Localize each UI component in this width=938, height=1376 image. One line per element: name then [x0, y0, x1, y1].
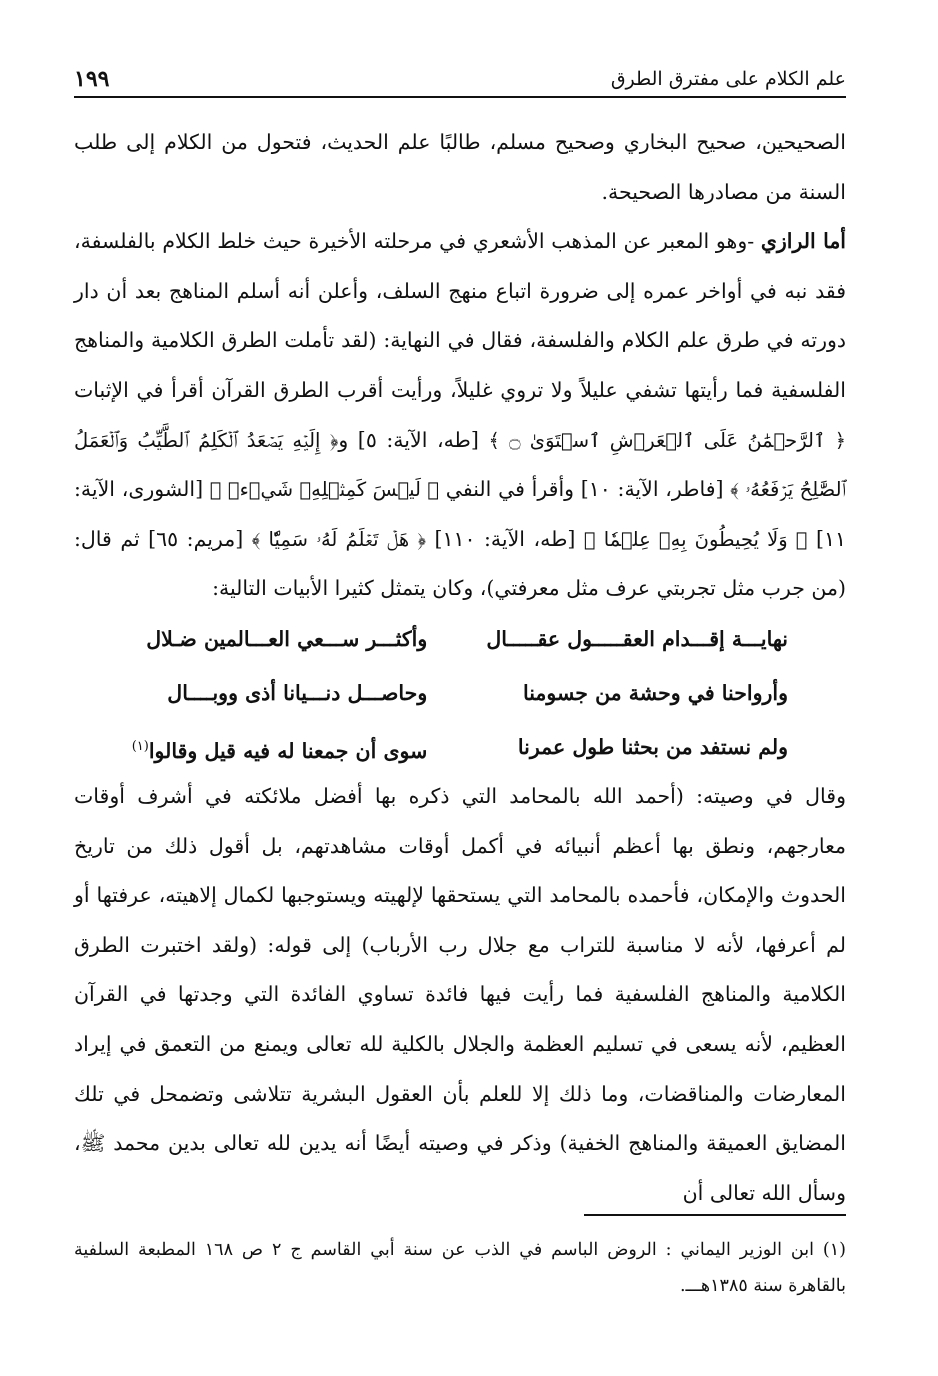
- razi-name: أما الرازي: [760, 229, 847, 254]
- footnote-marker[interactable]: (١): [131, 739, 149, 754]
- poem-line-1-first: نهايـــة إقـــدام العقـــــول عقـــــال: [486, 627, 788, 651]
- paragraph-2-text-a: -وهو المعبر عن المذهب الأشعري في مرحلته الأخيرة حيث خلط الكلام بالفلسفة، فقد نبه في أواخر عمره إلى ضرورة اتباع منهج السلف، وأعلن أنه أسلم المناهج بعد أن دار دورته في طرق علم الكلام والفلسفة، فقال في النهاية: (لقد تأملت الطرق الكلامية والمناهج الفلسفية فما رأيتها تشفي عليلاً ولا تروي غليلاً، ورأيت أقرب الطرق القرآن أقرأ في الإثبات: [74, 229, 846, 402]
- poem-line-2-second: وحاصـــل دنـــيانا أذى ووبــــال: [167, 681, 428, 705]
- poem-line-3-second-wrap: [120, 720, 427, 774]
- poem: [120, 612, 788, 774]
- poem-line-3-first: ولم نستفد من بحثنا طول عمرنا: [517, 735, 788, 759]
- poem-line-2: [120, 666, 788, 720]
- paragraph-2-text-b: [طه، الآية: ٥] و: [338, 427, 489, 452]
- paragraph-2: [74, 217, 846, 614]
- paragraph-1: الصحيحين، صحيح البخاري وصحيح مسلم، طالبًا علم الحديث، فتحول من الكلام إلى طلب السنة من مصادرها الصحيحة.: [74, 130, 846, 204]
- quran-verse-4: ﴿ وَلَا يُحِيطُونَ بِهِۦ عِلۡمٗا ﴾: [583, 527, 808, 551]
- quran-verse-1: ﴿ ٱلرَّحۡمَٰنُ عَلَى ٱلۡعَرۡشِ ٱسۡتَوَىٰ ۝ ﴾: [488, 428, 846, 452]
- page-number: ١٩٩: [74, 66, 110, 92]
- paragraph-2-text-d: [الشورى، الآية: ١١]: [74, 477, 847, 551]
- poem-line-2-first: وأرواحنا في وحشة من جسومنا: [522, 681, 788, 705]
- paragraph-2-text-c: [فاطر، الآية: ١٠] وأقرأ في النفي: [439, 477, 731, 502]
- running-header: [74, 56, 846, 98]
- poem-line-3-second: سوى أن جمعنا له فيه قيل وقالوا: [148, 738, 428, 763]
- poem-line-3: [120, 720, 788, 774]
- poem-line-1-second: وأكثـــر ســـعي العـــالمين ضـلال: [146, 627, 428, 651]
- main-text-top: [74, 118, 846, 614]
- footnote-1: (١) ابن الوزير اليماني : الروض الباسم في الذب عن سنة أبي القاسم ج ٢ ص ١٦٨ المطبعة السلفية بالقاهرة سنة ١٣٨٥هـــ.: [74, 1240, 846, 1296]
- footnotes: [74, 1232, 846, 1304]
- quran-verse-3: ﴿ لَيۡسَ كَمِثۡلِهِۦ شَيۡءٞ ﴾: [209, 478, 440, 502]
- paragraph-2-text-e: [طه، الآية: ١١٠]: [426, 526, 584, 551]
- main-text-bottom: [74, 772, 846, 1218]
- poem-line-1: [120, 612, 788, 666]
- footnote-divider: [584, 1214, 846, 1216]
- paragraph-3: وقال في وصيته: (أحمد الله بالمحامد التي ذكره بها أفضل ملائكته في أشرف أوقات معارجهم، ونطق بها أعظم أنبيائه في أكمل أوقات مشاهدتهم، بل أقول ذلك من تاريخ الحدوث والإمكان، فأحمده بالمحامد التي يستحقها لإلهيته ويستوجبها لكمال إلاهيته، عرفتها أو لم أعرفها، لأنه لا مناسبة للتراب مع جلال رب الأرباب) إلى قوله: (ولقد اختبرت الطرق الكلامية والمناهج الفلسفية فما رأيت فيها فائدة تساوي الفائدة التي وجدتها في القرآن العظيم، لأنه يسعى في تسليم العظمة والجلال بالكلية لله تعالى ويمنع من التعمق في إيراد المعارضات والمناقضات، وما ذلك إلا للعلم بأن العقول البشرية تتلاشى وتضمحل في تلك المضايق العميقة والمناهج الخفية) وذكر في وصيته أيضًا أنه يدين لله تعالى بدين محمد ﷺ، وسأل الله تعالى أن: [74, 784, 846, 1205]
- running-title: علم الكلام على مفترق الطرق: [610, 68, 846, 90]
- quran-verse-5: ﴿ هَلۡ تَعۡلَمُ لَهُۥ سَمِيّٗا ﴾: [251, 527, 426, 551]
- paragraph-2-text-f: [مريم: ٦٥] ثم قال: (من جرب مثل تجربتي عرف مثل معرفتي)، وكان يتمثل كثيرا الأبيات التالية:: [74, 526, 846, 601]
- quran-verse-2: ﴿ إِلَيۡهِ يَصۡعَدُ ٱلۡكَلِمُ ٱلطَّيِّبُ وَٱلۡعَمَلُ ٱلصَّٰلِحُ يَرۡفَعُهُۥ ﴾: [74, 428, 847, 502]
